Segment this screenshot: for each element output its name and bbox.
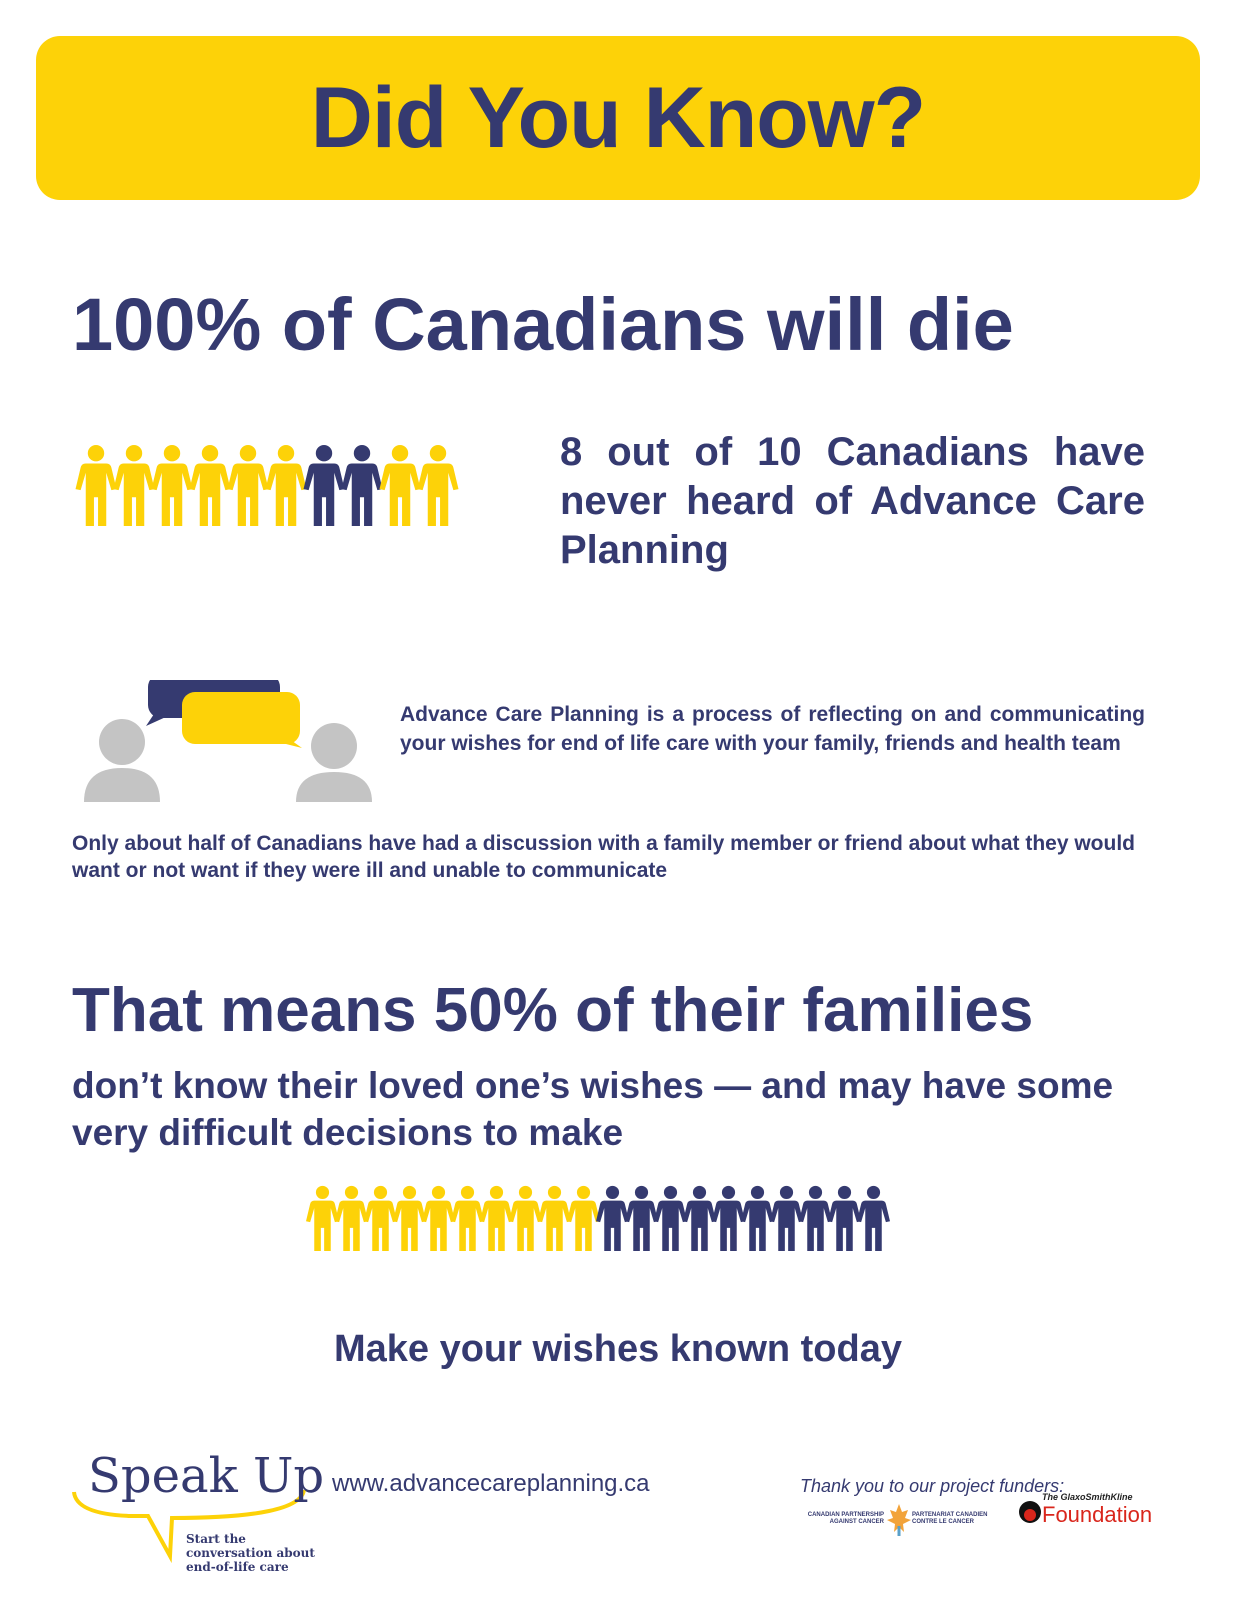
speak-up-logo [70,1448,325,1574]
person-silhouette-icon [84,719,160,802]
person-silhouette-icon [296,723,372,802]
gsk-emblem-icon [1018,1494,1042,1530]
funder1-name-fr: PARTENARIAT CANADIEN CONTRE LE CANCER [912,1512,988,1525]
conversation-illustration [80,680,390,820]
maple-leaf-icon [886,1502,912,1538]
website-link[interactable]: www.advancecareplanning.ca [332,1470,650,1497]
people-row-families [303,1185,883,1251]
stat-awareness: 8 out of 10 Canadians have never heard of Advance Care Planning [560,430,1145,572]
person-icon [414,444,462,526]
funders-thanks: Thank you to our project funders: [800,1476,1065,1496]
speech-bubble-icon [182,686,302,748]
header-banner [36,36,1200,200]
person-icon [854,1185,893,1251]
funder2-name-big: Foundation [1042,1502,1153,1527]
logo-word: Speak Up [88,1448,325,1504]
funder-gsk-logo [1018,1492,1178,1542]
funder1-name-en: CANADIAN PARTNERSHIP AGAINST CANCER [807,1512,884,1525]
call-to-action: Make your wishes known today [333,1328,903,1370]
acp-definition: Advance Care Planning is a process of reflecting on and communicating your wishes for end of life care with your family, friends and health team [400,703,1145,755]
sub-headline-50: don’t know their loved one’s wishes — and may have some very difficult decisions to make [72,1065,1114,1153]
funder2-name-small: The GlaxoSmithKline [1042,1492,1133,1502]
headline-100: 100% of Canadians will die [72,283,1014,366]
headline-50: That means 50% of their families [72,976,1034,1045]
page-title: Did You Know? [310,69,926,166]
people-row-awareness [72,444,452,526]
funder-cpac-logo [800,1502,1010,1542]
half-discussion: Only about half of Canadians have had a discussion with a family member or friend about what they would want or not want if they were ill and unable to communicate [72,832,1136,882]
logo-tagline: Start the conversation about end-of-life care [186,1532,315,1574]
